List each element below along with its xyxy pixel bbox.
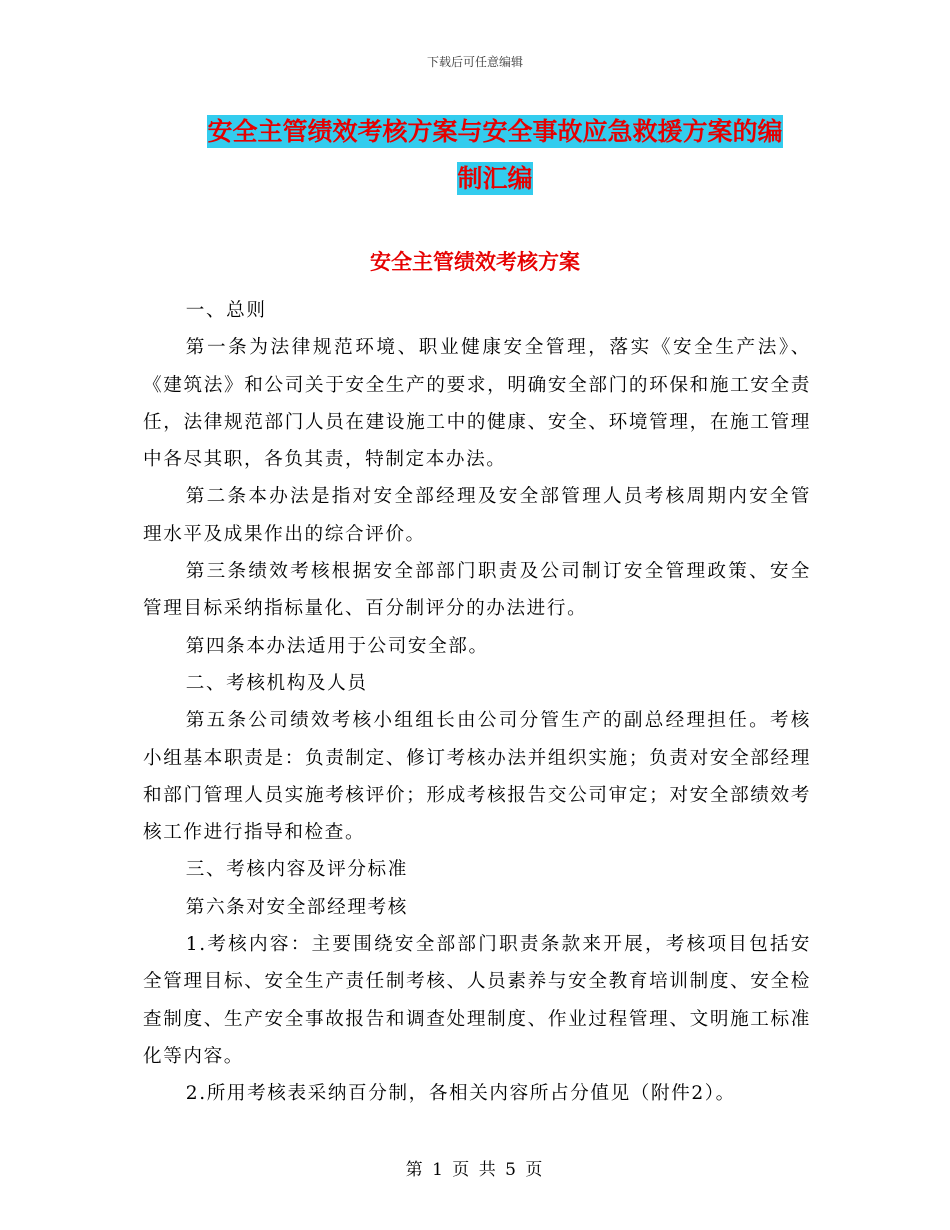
page-footer: 第 1 页 共 5 页 bbox=[405, 1160, 545, 1180]
document-title-line2: 制汇编 bbox=[457, 164, 533, 193]
item-1: 1.考核内容：主要围绕安全部部门职责条款来开展，考核项目包括安全管理目标、安全生产责任制考核、人员素养与安全教育培训制度、安全检查制度、生产安全事故报告和调查处理制度、作业过程管理、文明施工标准化等内容。 bbox=[143, 934, 811, 1067]
article-2: 第二条本办法是指对安全部经理及安全部管理人员考核周期内安全管理水平及成果作出的综合评价。 bbox=[143, 486, 811, 545]
article-4: 第四条本办法适用于公司安全部。 bbox=[185, 635, 489, 657]
header-note: 下载后可任意编辑 bbox=[426, 55, 523, 69]
heading-organization: 二、考核机构及人员 bbox=[185, 672, 368, 694]
article-6: 第六条对安全部经理考核 bbox=[185, 896, 408, 918]
section-title: 安全主管绩效考核方案 bbox=[370, 250, 580, 274]
document-title bbox=[150, 108, 840, 202]
heading-general: 一、总则 bbox=[185, 300, 267, 321]
article-3: 第三条绩效考核根据安全部部门职责及公司制订安全管理政策、安全管理目标采纳指标量化、百分制评分的办法进行。 bbox=[143, 561, 811, 620]
document-body bbox=[143, 292, 811, 1113]
article-1: 第一条为法律规范环境、职业健康安全管理，落实《安全生产法》、《建筑法》和公司关于安全生产的要求，明确安全部门的环保和施工安全责任，法律规范部门人员在建设施工中的健康、安全、环境管理，在施工管理中各尽其职，各负其责，特制定本办法。 bbox=[143, 337, 811, 471]
document-title-line1: 安全主管绩效考核方案与安全事故应急救援方案的编 bbox=[207, 117, 783, 146]
item-2: 2.所用考核表采纳百分制，各相关内容所占分值见（附件2）。 bbox=[185, 1083, 736, 1105]
article-5: 第五条公司绩效考核小组组长由公司分管生产的副总经理担任。考核小组基本职责是：负责制定、修订考核办法并组织实施；负责对安全部经理和部门管理人员实施考核评价；形成考核报告交公司审定；对安全部绩效考核工作进行指导和检查。 bbox=[143, 710, 811, 844]
heading-content-standards: 三、考核内容及评分标准 bbox=[185, 859, 408, 881]
